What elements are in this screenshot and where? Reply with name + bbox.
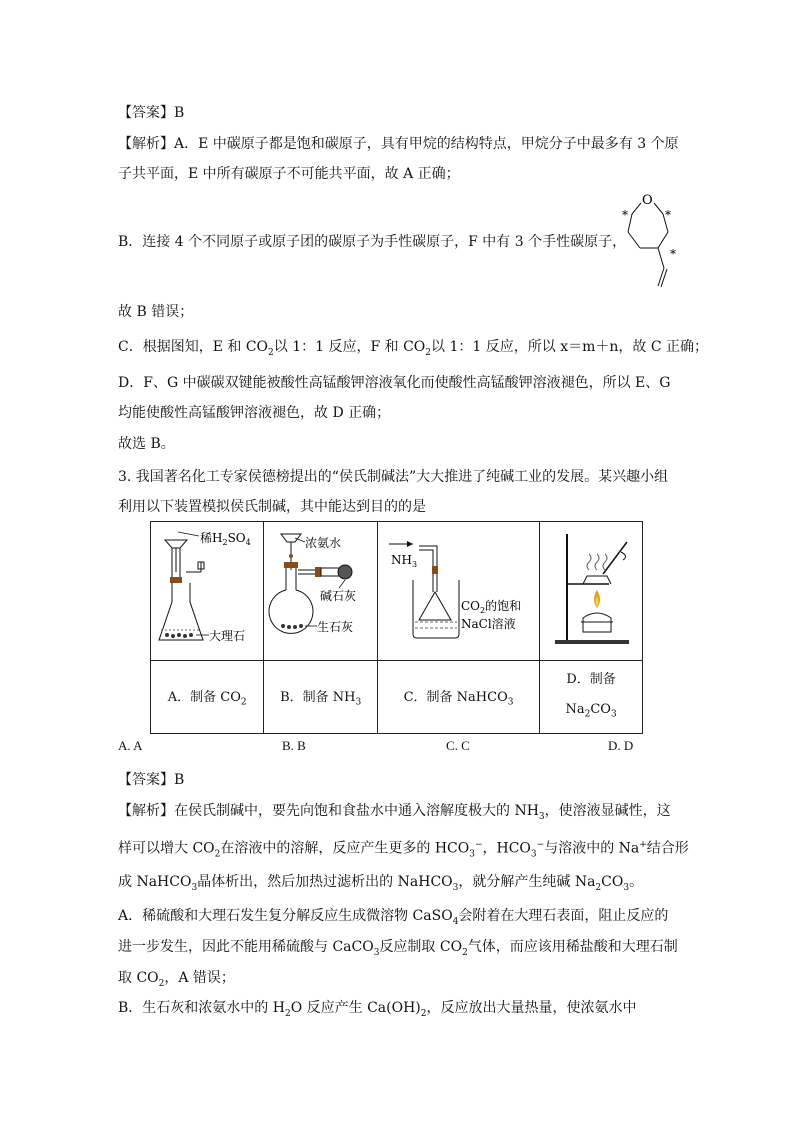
apparatus-b-drawing (265, 522, 377, 656)
q2-choose: 故选 B。 (118, 436, 175, 452)
label-soda-lime: 碱石灰 (319, 589, 356, 603)
option-c: C. C (446, 738, 470, 753)
q2-analysis-line1: 【解析】A．E 中碳原子都是饱和碳原子，具有甲烷的结构特点，甲烷分子中最多有 3 个原 (118, 136, 679, 152)
q3-explain-line3: 成 NaHCO$_3$晶体析出，然后加热过滤析出的 NaHCO$_3$，就分解产生纯碱 $Na_2CO_3$。 (118, 874, 644, 893)
q3-b-line1: B．生石灰和浓氨水中的 $H_2O$ 反应产生 $Ca(OH)_2$，反应放出大量热量，使浓氨水中 (118, 1000, 637, 1019)
q3-explain-line1: 【解析】在侯氏制碱中，要先向饱和食盐水中通入溶解度极大的 $NH_3$，使溶液显碱性，这 (118, 803, 671, 822)
apparatus-b-cell (264, 522, 377, 661)
label-dilute-h2so4: 稀$H_2SO_4$ (200, 531, 251, 547)
chiral-star-3: * (670, 247, 676, 261)
q2-c-line: C．根据图知，E 和 $CO_2$以 1：1 反应，F 和 $CO_2$以 1：1 反应，所以 x＝m＋n，故 C 正确； (118, 339, 708, 358)
chiral-star-1: * (622, 208, 628, 222)
q3-stem-line1: 3. 我国著名化工专家侯德榜提出的“侯氏制碱法”大大推进了纯碱工业的发展。某兴趣小组 (118, 469, 669, 485)
label-nh3: $NH_3$ (390, 553, 417, 569)
apparatus-a-cell (151, 522, 264, 661)
q2-d-line2: 均能使酸性高锰酸钾溶液褪色，故 D 正确； (118, 405, 391, 421)
label-co2-saturated: $CO_2$的饱和 (460, 599, 521, 615)
option-d: D. D (608, 738, 634, 753)
apparatus-d-cell (540, 522, 643, 661)
caption-a: A．制备 $CO_2$ (151, 661, 264, 734)
q3-a-line3: 取 $CO_2$，A 错误； (118, 970, 235, 989)
apparatus-c-cell (377, 522, 539, 661)
option-a: A. A (118, 738, 143, 753)
q3-explain-line2: 样可以增大 $CO_2$在溶液中的溶解，反应产生更多的 $HCO_3^-$，$HCO_3^-$与溶液中的 Na+结合形 (118, 840, 689, 860)
q3-stem-line2: 利用以下装置模拟侯氏制碱，其中能达到目的的是 (118, 499, 426, 515)
option-b: B. B (282, 738, 306, 753)
q3-a-line1: A．稀硫酸和大理石发生复分解反应生成微溶物 CaSO$_4$会附着在大理石表面，阻止反应的 (118, 908, 669, 927)
label-quicklime: 生石灰 (316, 620, 353, 634)
apparatus-table (150, 521, 643, 734)
q3-a-line2: 进一步发生，因此不能用稀硫酸与 CaCO$_3$反应制取 $CO_2$气体，而应该用稀盐酸和大理石制 (118, 939, 678, 958)
caption-c: C．制备 NaHCO$_3$ (377, 661, 539, 734)
chiral-star-2: * (665, 208, 671, 222)
label-marble: 大理石 (209, 629, 246, 643)
caption-b: B．制备 $NH_3$ (264, 661, 377, 734)
chiral-structure-diagram (618, 186, 688, 294)
q2-b-line2: 故 B 错误； (118, 304, 194, 320)
oxygen-label: O (642, 193, 653, 208)
q3-answer: 【答案】B (118, 772, 185, 788)
label-nacl-solution: NaCl溶液 (460, 617, 516, 631)
q2-b-line1: B．连接 4 个不同原子或原子团的碳原子为手性碳原子，F 中有 3 个手性碳原子， (118, 234, 627, 250)
apparatus-c-drawing (379, 522, 539, 656)
caption-d: D．制备 $Na_2CO_3$ (540, 661, 643, 734)
apparatus-a-drawing (151, 522, 263, 656)
apparatus-d-drawing (541, 522, 641, 656)
label-conc-ammonia: 浓氨水 (304, 536, 341, 550)
q2-d-line1: D．F、G 中碳碳双键能被酸性高锰酸钾溶液氧化而使酸性高锰酸钾溶液褪色，所以 E、G (118, 375, 671, 391)
q2-answer: 【答案】B (118, 105, 185, 121)
q2-analysis-line2: 子共平面，E 中所有碳原子不可能共平面，故 A 正确； (118, 166, 460, 182)
